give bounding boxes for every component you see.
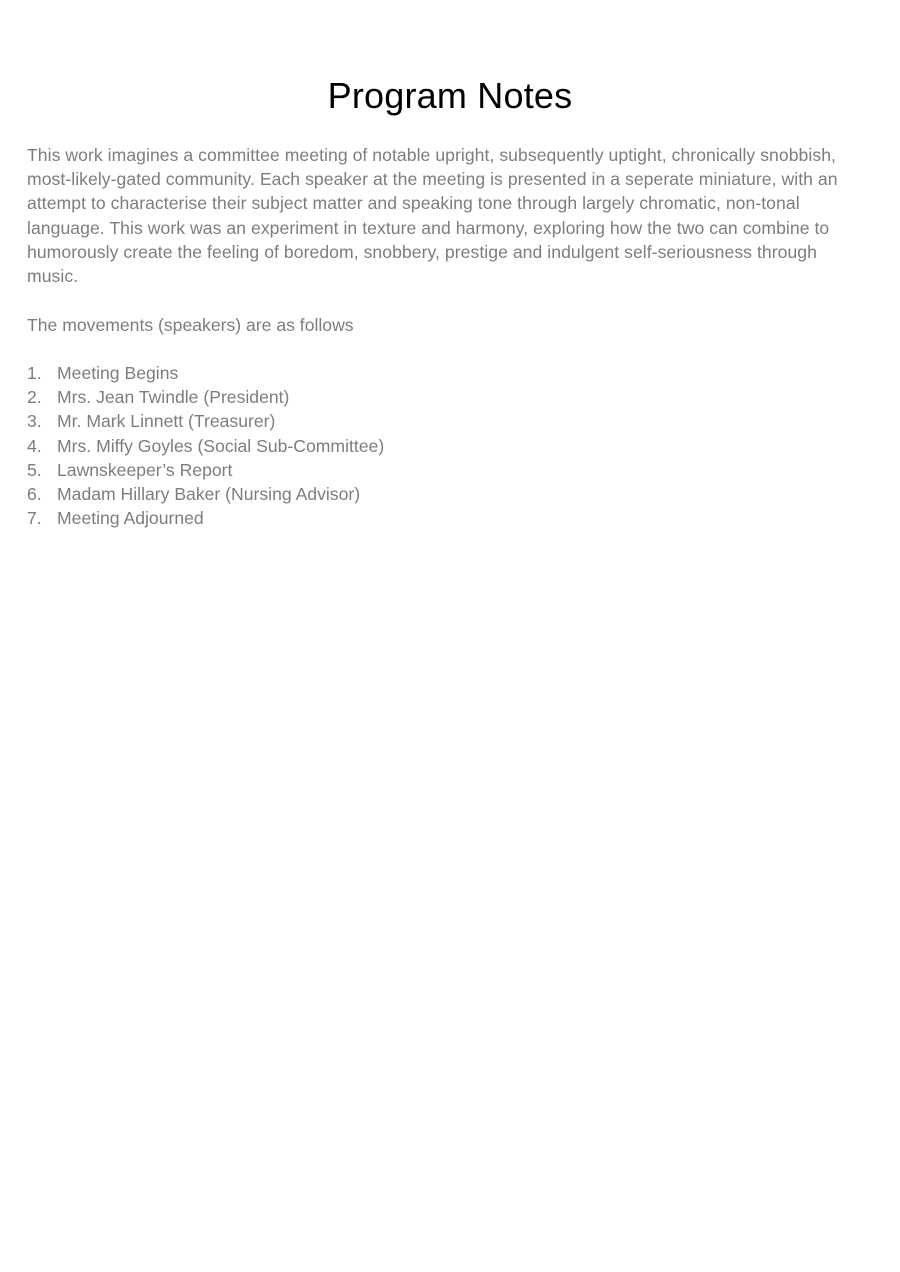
- list-item-number: 7.: [27, 508, 42, 529]
- list-item-number: 3.: [27, 411, 42, 432]
- list-item-label: Mrs. Jean Twindle (President): [57, 387, 290, 408]
- list-item-label: Meeting Begins: [57, 363, 179, 383]
- intro-paragraph: This work imagines a committee meeting of notable upright, subsequently uptight, chronically snobbish, most-likely-gated community. Each speaker at the meeting is presented in a seperate miniature, with an attempt to characterise their subject matter and speaking tone through largely chromatic, non-tonal language. This work was an experiment in texture and harmony, exploring how the two can combine to humorously create the feeling of boredom, snobbery, prestige and indulgent self-seriousness through music.: [27, 145, 838, 287]
- list-item-label: Meeting Adjourned: [57, 508, 204, 529]
- list-item-number: 4.: [27, 435, 42, 456]
- list-item-label: Lawnskeeper’s Report: [57, 459, 233, 480]
- list-item-label: Madam Hillary Baker (Nursing Advisor): [57, 484, 361, 505]
- movements-lead-text: The movements (speakers) are as follows: [27, 315, 354, 335]
- list-item: [27, 506, 384, 530]
- movements-list: [27, 361, 384, 530]
- list-item-number: 1.: [27, 363, 42, 383]
- list-item: [27, 434, 384, 458]
- list-item: [27, 385, 384, 409]
- list-item-label: Mrs. Miffy Goyles (Social Sub-Committee): [57, 435, 385, 456]
- list-item-number: 2.: [27, 387, 42, 408]
- list-item-label: Mr. Mark Linnett (Treasurer): [57, 411, 276, 432]
- list-item-number: 6.: [27, 484, 42, 505]
- list-item-number: 5.: [27, 459, 42, 480]
- list-item: [27, 482, 384, 506]
- list-item: [27, 409, 384, 433]
- page-title: Program Notes: [327, 75, 573, 116]
- list-item: [27, 458, 384, 482]
- list-item: [27, 361, 384, 385]
